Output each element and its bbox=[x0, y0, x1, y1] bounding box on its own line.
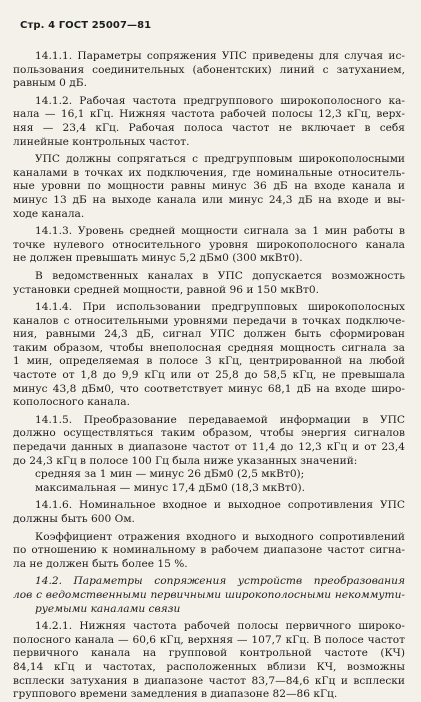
text-line: лов с ведомственными первичными широкополосными некоммути- bbox=[13, 588, 405, 601]
text-line: точке нулевого относительного уровня широкополосного канала bbox=[13, 238, 405, 251]
text-line: 14.1.2. Рабочая частота предгруппового широкополосного ка- bbox=[35, 94, 405, 107]
text-line: ла не должен быть более 15 %. bbox=[13, 557, 188, 570]
text-line: по отношению к номинальному в рабочем диапазоне частот сигна- bbox=[13, 544, 405, 557]
text-line: 84,14 кГц и частотах, расположенных вблизи КЧ, возможны bbox=[13, 660, 405, 673]
text-line: линейные контрольных частот. bbox=[13, 135, 190, 148]
text-line: 14.1.1. Параметры сопряжения УПС приведены для случая ис- bbox=[35, 50, 405, 62]
text-line: не должен превышать минус 5,2 дБм0 (300 мкВт0). bbox=[13, 252, 303, 265]
document-body bbox=[13, 50, 405, 702]
text-line: УПС должны сопрягаться с предгрупповым широкополосными bbox=[35, 153, 405, 166]
text-line: 14.2. Параметры сопряжения устройств преобразования bbox=[35, 575, 405, 588]
text-line: средняя за 1 мин — минус 26 дБм0 (2,5 мкВт0); bbox=[35, 468, 305, 481]
text-line: 14.2.1. Нижняя частота рабочей полосы первичного широко- bbox=[35, 620, 405, 633]
text-line: частоте от 1,8 до 9,9 кГц или от 25,8 до 58,5 кГц, не превышала bbox=[13, 369, 405, 382]
page-header: Стр. 4 ГОСТ 25007—81 bbox=[20, 20, 152, 31]
text-line: каналов с относительными уровнями передачи в точках подключе- bbox=[13, 314, 405, 327]
text-line: 1 мин, определяемая в полосе 3 кГц, центрированной на любой bbox=[13, 355, 405, 368]
text-line: кополосного канала. bbox=[13, 396, 130, 409]
text-line: таким образом, чтобы внеполосная средняя мощность сигнала за bbox=[13, 341, 405, 354]
text-line: каналами в точках их подключения, где номинальные относитель- bbox=[13, 166, 405, 179]
text-line: установки средней мощности, равной 96 и 150 мкВт0. bbox=[13, 283, 319, 296]
text-line: няя — 23,4 кГц. Рабочая полоса частот не включает в себя bbox=[13, 121, 405, 134]
text-line: передачи данных в диапазоне частот от 11,4 до 12,3 кГц и от 23,4 bbox=[13, 441, 405, 454]
text-line: группового времени замедления в диапазоне 82—86 кГц. bbox=[13, 688, 338, 701]
text-line: 14.1.6. Номинальное входное и выходное сопротивления УПС bbox=[35, 499, 405, 512]
text-line: должно осуществляться таким образом, чтобы энергия сигналов bbox=[13, 427, 405, 440]
text-line: 14.1.5. Преобразование передаваемой информации в УПС bbox=[35, 413, 405, 426]
text-line: 14.1.4. При использовании предгрупповых широкополосных bbox=[35, 301, 405, 314]
text-line: нала — 16,1 кГц. Нижняя частота рабочей полосы 12,3 кГц, верх- bbox=[13, 108, 405, 121]
text-line: пользования соединительных (абонентских) линий с затуханием, bbox=[13, 63, 405, 76]
text-line: первичного канала на групповой контрольной частоте (КЧ) bbox=[13, 647, 405, 660]
text-line: должны быть 600 Ом. bbox=[13, 513, 135, 525]
text-line: равным 0 дБ. bbox=[13, 77, 87, 90]
text-line: ные уровни по мощности равны минус 36 дБ на входе канала и bbox=[13, 180, 405, 193]
text-line: В ведомственных каналах в УПС допускается возможность bbox=[35, 269, 405, 282]
text-line: максимальная — минус 17,4 дБм0 (18,3 мкВт0). bbox=[35, 481, 305, 494]
text-line: до 24,3 кГц в полосе 100 Гц была ниже указанных значений: bbox=[13, 454, 358, 467]
text-line: ния, равными 24,3 дБ, сигнал УПС должен быть сформирован bbox=[13, 328, 405, 341]
text-line: минус 13 дБ на выходе канала или минус 24,3 дБ на входе и вы- bbox=[13, 193, 405, 206]
text-line: полосного канала — 60,6 кГц, верхняя — 107,7 кГц. В полосе частот bbox=[13, 633, 405, 646]
text-line: 14.1.3. Уровень средней мощности сигнала за 1 мин работы в bbox=[35, 225, 405, 238]
text-line: минус 43,8 дБм0, что соответствует минус 68,1 дБ на входе широ- bbox=[13, 382, 405, 395]
text-line: всплески затухания в диапазоне частот 83,7—84,6 кГц и всплески bbox=[13, 674, 405, 687]
text-line: руемыми каналами связи bbox=[35, 602, 181, 615]
text-line: ходе канала. bbox=[13, 207, 85, 220]
text-line: Коэффициент отражения входного и выходного сопротивлений bbox=[35, 530, 405, 543]
